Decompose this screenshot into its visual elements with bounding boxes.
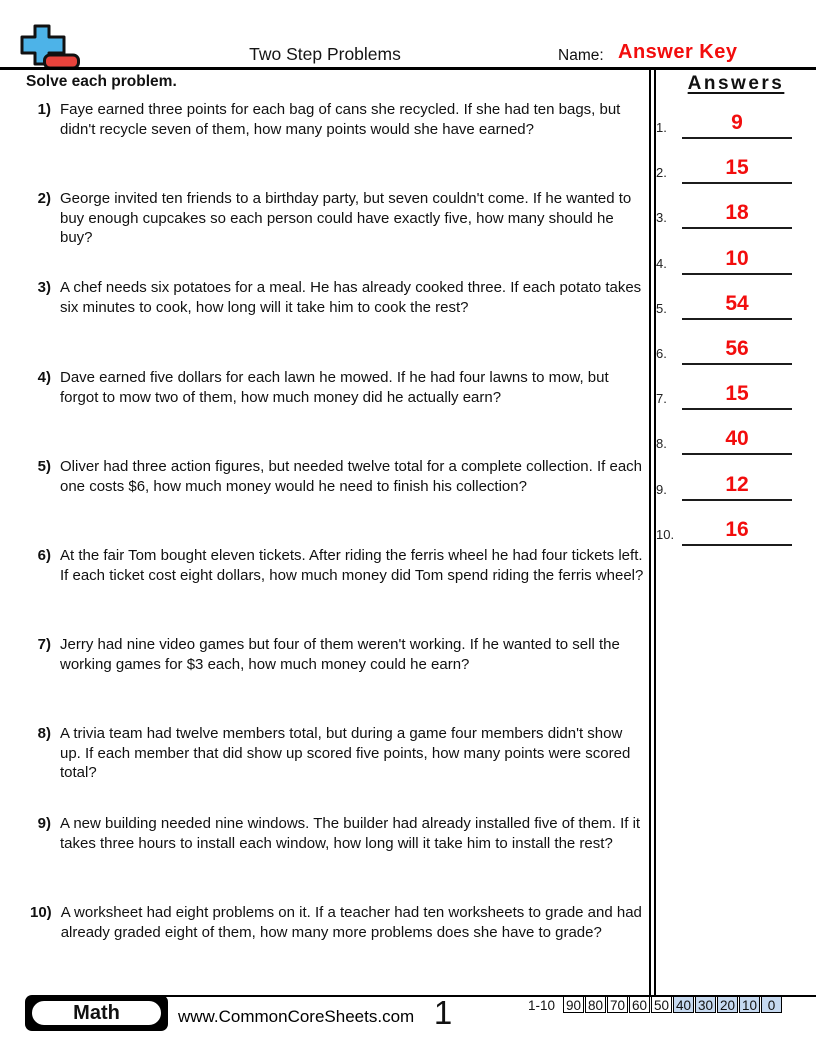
problem-number: 6): [37, 547, 51, 564]
answer-value: 40: [725, 427, 749, 450]
answer-row: [656, 111, 792, 139]
score-cell: 80: [585, 996, 606, 1013]
answer-value: 18: [725, 201, 749, 224]
answer-row: [656, 156, 792, 184]
answer-value: 10: [725, 247, 749, 270]
answer-key-value: Answer Key: [618, 41, 738, 63]
answer-blank-line: [682, 248, 792, 275]
answer-number: 8.: [656, 436, 667, 451]
problem-number: 9): [37, 815, 51, 832]
answer-number: 3.: [656, 210, 667, 225]
answer-value: 16: [725, 518, 749, 541]
problem-number: 5): [37, 458, 51, 475]
name-label: Name:: [558, 47, 604, 64]
problem-item: [30, 457, 646, 496]
problem-text: At the fair Tom bought eleven tickets. After riding the ferris wheel he had four tickets left. If each ticket cost eight dollars, how much money did Tom spend riding the ferris wheel?: [60, 547, 644, 584]
problem-text: Jerry had nine video games but four of them weren't working. If he wanted to sell the working games for $3 each, how much money could he earn?: [60, 636, 620, 673]
score-cell: 20: [717, 996, 738, 1013]
answers-heading: Answers: [687, 73, 785, 94]
score-cell: 60: [629, 996, 650, 1013]
answer-blank-line: [682, 428, 792, 455]
answer-number: 6.: [656, 346, 667, 361]
score-cell: 40: [673, 996, 694, 1013]
answer-number: 5.: [656, 301, 667, 316]
answer-blank-line: [682, 383, 792, 410]
answer-row: [656, 518, 792, 546]
problem-text: George invited ten friends to a birthday party, but seven couldn't come. If he wanted to buy enough cupcakes so each person could have exactly five, how many should he buy?: [60, 190, 632, 246]
answer-value: 56: [725, 337, 749, 360]
problem-item: [30, 814, 646, 853]
answer-row: [656, 247, 792, 275]
problem-item: [30, 100, 646, 139]
score-cell: 50: [651, 996, 672, 1013]
answer-value: 12: [725, 473, 749, 496]
answer-value: 9: [731, 111, 743, 134]
answer-row: [656, 473, 792, 501]
problem-text: A trivia team had twelve members total, but during a game four members didn't show up. If each member that did show up scored five points, how many points were scored total?: [60, 725, 631, 781]
answer-blank-line: [682, 293, 792, 320]
problem-text: A new building needed nine windows. The builder had already installed five of them. If it takes three hours to install each window, how long will it take him to install the rest?: [60, 815, 641, 852]
problem-text: A chef needs six potatoes for a meal. He has already cooked three. If each potato takes six minutes to cook, how long will it take him to cook the rest?: [60, 279, 642, 316]
answer-blank-line: [682, 338, 792, 365]
score-cell: 90: [563, 996, 584, 1013]
answer-number: 1.: [656, 120, 667, 135]
problem-text: Dave earned five dollars for each lawn he mowed. If he had four lawns to mow, but forgot to mow two of them, how much money did he actually earn?: [60, 369, 609, 406]
answer-number: 2.: [656, 165, 667, 180]
subject-label: Math: [30, 999, 163, 1027]
website-text: www.CommonCoreSheets.com: [178, 1007, 415, 1026]
score-cell: 10: [739, 996, 760, 1013]
problem-item: [30, 189, 646, 248]
score-cell: 0: [761, 996, 782, 1013]
problem-number: 4): [37, 369, 51, 386]
page-number: 1: [433, 994, 453, 1031]
answer-number: 7.: [656, 391, 667, 406]
problem-number: 10): [30, 904, 52, 921]
problem-item: [30, 278, 646, 317]
problem-text: A worksheet had eight problems on it. If a teacher had ten worksheets to grade and had already graded eight of them, how many more problems does she have to grade?: [60, 904, 642, 941]
answers-column-divider: [649, 69, 656, 996]
problem-number: 8): [37, 725, 51, 742]
problem-text: Faye earned three points for each bag of cans she recycled. If she had ten bags, but didn't recycle seven of them, how many points would she have earned?: [60, 101, 621, 138]
answer-row: [656, 337, 792, 365]
answer-blank-line: [682, 157, 792, 184]
answer-number: 4.: [656, 256, 667, 271]
answer-blank-line: [682, 474, 792, 501]
answer-value: 15: [725, 382, 749, 405]
answer-value: 54: [725, 292, 749, 315]
page-title: Two Step Problems: [249, 44, 401, 64]
answer-number: 9.: [656, 482, 667, 497]
score-cell: 70: [607, 996, 628, 1013]
problem-item: [30, 903, 646, 942]
problem-item: [30, 546, 646, 585]
score-cell: 30: [695, 996, 716, 1013]
answer-blank-line: [682, 112, 792, 139]
score-table: [563, 996, 782, 1013]
problem-text: Oliver had three action figures, but needed twelve total for a complete collection. If each one costs $6, how much money would he need to finish his collection?: [60, 458, 642, 495]
problem-item: [30, 368, 646, 407]
answer-row: [656, 427, 792, 455]
instructions-text: Solve each problem.: [26, 73, 177, 90]
problem-item: [30, 635, 646, 674]
answer-number: 10.: [656, 527, 675, 542]
problem-number: 3): [37, 279, 51, 296]
problem-item: [30, 724, 646, 783]
problem-number: 1): [37, 101, 51, 118]
score-range-label: 1-10: [528, 998, 556, 1013]
answer-blank-line: [682, 519, 792, 546]
problem-number: 7): [37, 636, 51, 653]
problem-number: 2): [37, 190, 51, 207]
answer-row: [656, 382, 792, 410]
answer-row: [656, 201, 792, 229]
subject-badge: [25, 995, 168, 1031]
answer-row: [656, 292, 792, 320]
answer-value: 15: [725, 156, 749, 179]
answer-blank-line: [682, 202, 792, 229]
